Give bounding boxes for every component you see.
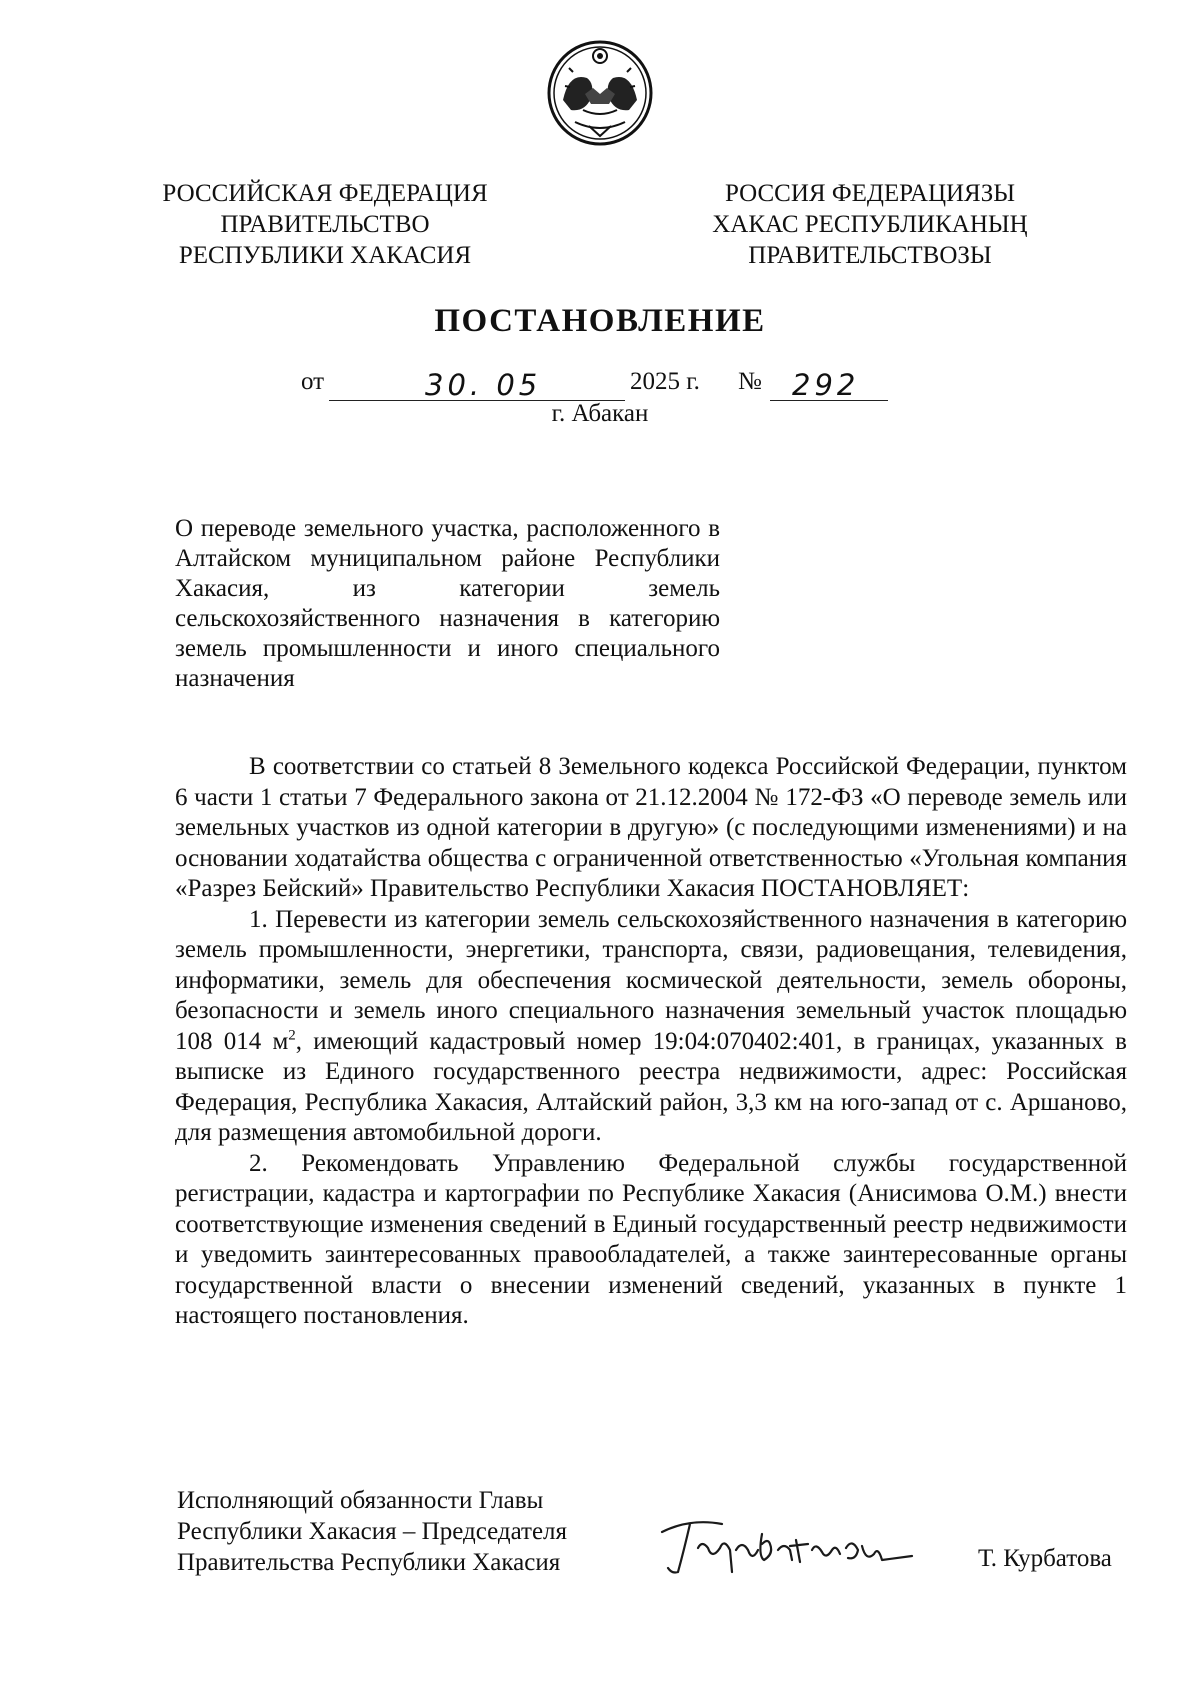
header-left-russian — [140, 178, 510, 271]
coat-of-arms-emblem — [545, 38, 655, 148]
handwritten-number: 292 — [792, 368, 860, 402]
header-right-line-2: ХАКАС РЕСПУБЛИКАНЫҢ — [712, 211, 1028, 238]
number-sign: № — [738, 368, 762, 395]
header-right-line-1: РОССИЯ ФЕДЕРАЦИЯЗЫ — [724, 180, 1016, 207]
signatory-name: Т. Курбатова — [978, 1545, 1112, 1572]
year-label: 2025 г. — [630, 368, 700, 395]
header-right-khakas — [685, 178, 1055, 271]
date-number-line — [0, 368, 1200, 404]
from-label: от — [301, 368, 325, 395]
signatory-position-line-1: Исполняющий обязанности Главы — [177, 1487, 544, 1514]
item-1-text-b: , имеющий кадастровый номер 19:04:070402:401, в границах, указанных в выписке из Единого государственного реестра недвижимости, адрес: Российская Федерация, Республика Хакасия, Алтайский район, 3,3 км на юго-запад от с. Аршаново, для размещения автомобильной дороги. — [175, 1027, 1127, 1146]
handwritten-signature — [650, 1510, 920, 1585]
item-1-text-a: 1. Перевести из категории земель сельскохозяйственного назначения в категорию земель промышленности, энергетики, транспорта, связи, радиовещания, телевидения, информатики, земель для обеспечения космической деятельности, земель обороны, безопасности и земель иного специального назначения земельный участок площадью 108 014 м — [175, 905, 1127, 1055]
header-left-line-3: РЕСПУБЛИКИ ХАКАСИЯ — [178, 242, 472, 269]
square-meter-superscript: 2 — [288, 1027, 296, 1044]
preamble-paragraph: В соответствии со статьей 8 Земельного кодекса Российской Федерации, пунктом 6 части 1 статьи 7 Федерального закона от 21.12.2004 № 172-ФЗ «О переводе земель или земельных участков из одной категории в другую» (с последующими изменениями) и на основании ходатайства общества с ограниченной ответственностью «Угольная компания «Разрез Бейский» Правительство Республики Хакасия ПОСТАНОВЛЯЕТ: — [175, 753, 1127, 902]
item-1-paragraph — [175, 905, 1127, 1149]
document-body — [175, 752, 1127, 1332]
signatory-position-line-2: Республики Хакасия – Председателя — [177, 1518, 568, 1545]
document-subject: О переводе земельного участка, расположенного в Алтайском муниципальном районе Республики Хакасия, из категории земель сельскохозяйственного назначения в категорию земель промышленности и иного специального назначения — [175, 515, 720, 692]
header-left-line-1: РОССИЙСКАЯ ФЕДЕРАЦИЯ — [162, 180, 488, 207]
header-left-line-2: ПРАВИТЕЛЬСТВО — [220, 211, 430, 238]
handwritten-date: 30. 05 — [425, 368, 542, 402]
signatory-position — [177, 1485, 677, 1578]
signatory-position-line-3: Правительства Республики Хакасия — [177, 1549, 561, 1576]
document-title: ПОСТАНОВЛЕНИЕ — [434, 303, 766, 339]
city-label: г. Абакан — [551, 400, 649, 427]
header-right-line-3: ПРАВИТЕЛЬСТВОЗЫ — [748, 242, 992, 269]
item-2-paragraph: 2. Рекомендовать Управлению Федеральной службы государственной регистрации, кадастра и картографии по Республике Хакасия (Анисимова О.М.) внести соответствующие изменения сведений в Единый государственный реестр недвижимости и уведомить заинтересованных правообладателей, а также заинтересованные органы государственной власти о внесении изменений сведений, указанных в пункте 1 настоящего постановления. — [175, 1149, 1127, 1329]
